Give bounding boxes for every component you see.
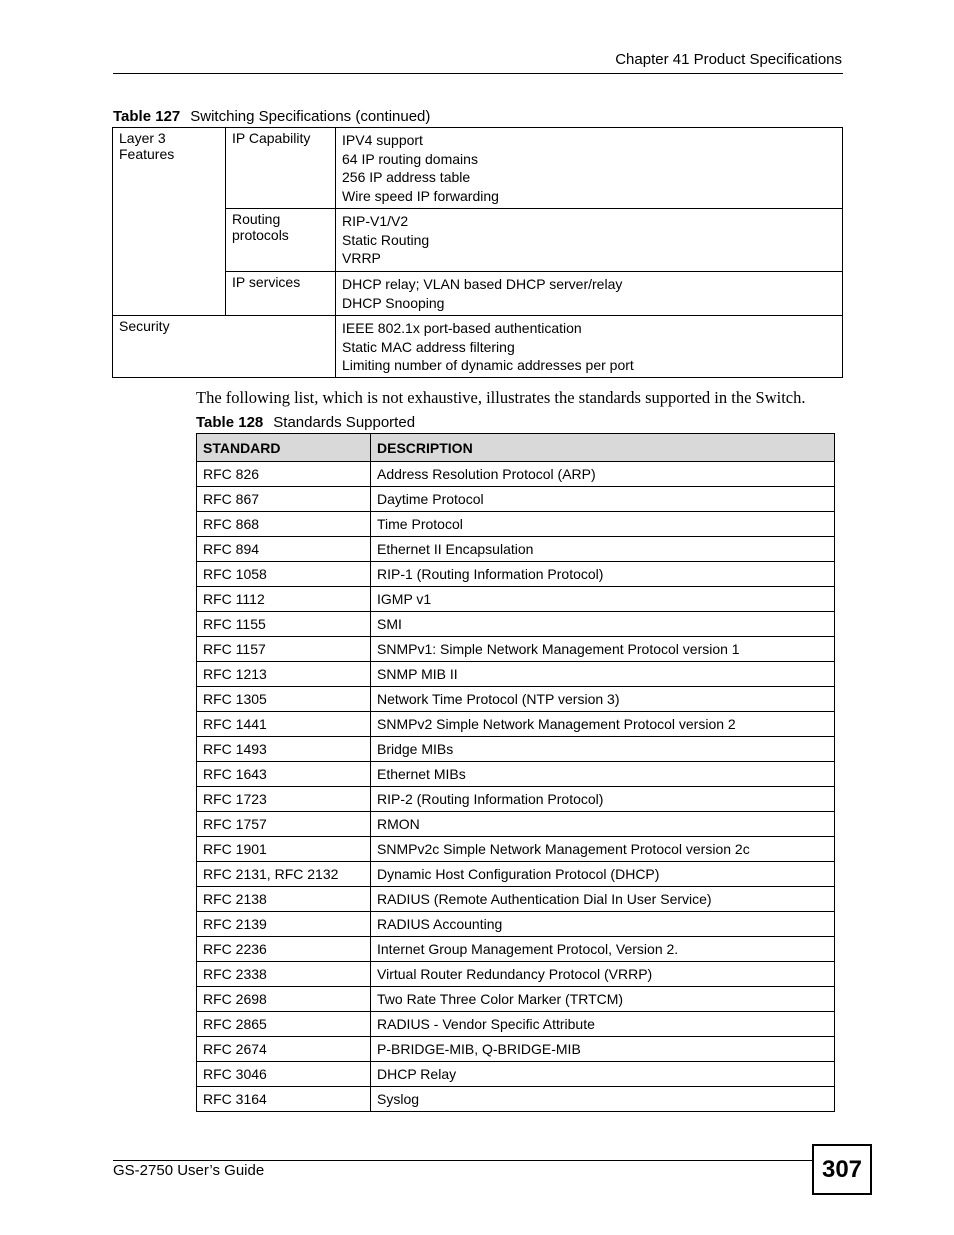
description-cell: Address Resolution Protocol (ARP) bbox=[371, 462, 835, 487]
description-cell: Ethernet II Encapsulation bbox=[371, 537, 835, 562]
feature-item: DHCP Snooping bbox=[342, 294, 445, 311]
column-header-description: DESCRIPTION bbox=[371, 434, 835, 462]
layer3-label-line: Layer 3 bbox=[119, 130, 166, 146]
footer-rule bbox=[113, 1160, 812, 1161]
security-label: Security bbox=[119, 318, 170, 334]
table-row bbox=[197, 562, 835, 587]
description-cell: RIP-2 (Routing Information Protocol) bbox=[371, 787, 835, 812]
table-128-caption bbox=[196, 414, 415, 431]
description-cell: RADIUS Accounting bbox=[371, 912, 835, 937]
standard-cell: RFC 1155 bbox=[197, 612, 371, 637]
table-128-caption-label: Table 128 bbox=[196, 414, 264, 431]
security-item: Static MAC address filtering bbox=[342, 338, 515, 355]
description-cell: DHCP Relay bbox=[371, 1062, 835, 1087]
description-cell: Dynamic Host Configuration Protocol (DHCP) bbox=[371, 862, 835, 887]
table-row bbox=[197, 812, 835, 837]
feature-cell bbox=[226, 128, 336, 209]
table-row bbox=[197, 912, 835, 937]
feature-item: Static Routing bbox=[342, 231, 430, 248]
standard-cell: RFC 1058 bbox=[197, 562, 371, 587]
description-cell: Virtual Router Redundancy Protocol (VRRP) bbox=[371, 962, 835, 987]
description-cell: SNMPv2 Simple Network Management Protocol version 2 bbox=[371, 712, 835, 737]
description-cell: Bridge MIBs bbox=[371, 737, 835, 762]
standard-cell: RFC 826 bbox=[197, 462, 371, 487]
standard-cell: RFC 2674 bbox=[197, 1037, 371, 1062]
table-127-caption-label: Table 127 bbox=[113, 108, 181, 125]
feature-cell bbox=[226, 209, 336, 272]
table-row bbox=[197, 612, 835, 637]
table-row bbox=[197, 512, 835, 537]
security-item: IEEE 802.1x port-based authentication bbox=[342, 320, 582, 336]
description-cell: Time Protocol bbox=[371, 512, 835, 537]
table-row bbox=[197, 787, 835, 812]
standard-cell: RFC 1901 bbox=[197, 837, 371, 862]
standard-cell: RFC 1441 bbox=[197, 712, 371, 737]
table-row bbox=[197, 487, 835, 512]
feature-item: DHCP relay; VLAN based DHCP server/relay bbox=[342, 276, 623, 292]
standard-cell: RFC 2236 bbox=[197, 937, 371, 962]
table-row bbox=[197, 762, 835, 787]
table-row bbox=[197, 537, 835, 562]
standards-table-body bbox=[197, 462, 835, 1112]
guide-title: GS-2750 User’s Guide bbox=[113, 1162, 265, 1179]
description-cell: IGMP v1 bbox=[371, 587, 835, 612]
table-127-caption-title: Switching Specifications (continued) bbox=[190, 108, 431, 125]
standard-cell: RFC 894 bbox=[197, 537, 371, 562]
standard-cell: RFC 1757 bbox=[197, 812, 371, 837]
table-row bbox=[197, 1062, 835, 1087]
table-row bbox=[197, 962, 835, 987]
description-cell: Two Rate Three Color Marker (TRTCM) bbox=[371, 987, 835, 1012]
description-cell: RADIUS - Vendor Specific Attribute bbox=[371, 1012, 835, 1037]
column-header-standard: STANDARD bbox=[197, 434, 371, 462]
table-row bbox=[197, 862, 835, 887]
standard-cell: RFC 1723 bbox=[197, 787, 371, 812]
standard-cell: RFC 1157 bbox=[197, 637, 371, 662]
table-row bbox=[197, 587, 835, 612]
table-header-row bbox=[197, 434, 835, 462]
standard-cell: RFC 1213 bbox=[197, 662, 371, 687]
chapter-title: Chapter 41 Product Specifications bbox=[615, 51, 842, 68]
description-cell: Ethernet MIBs bbox=[371, 762, 835, 787]
feature-item: 256 IP address table bbox=[342, 169, 471, 185]
feature-label: protocols bbox=[232, 226, 289, 243]
table-row bbox=[197, 987, 835, 1012]
standard-cell: RFC 2138 bbox=[197, 887, 371, 912]
security-items-cell bbox=[336, 316, 843, 378]
table-row bbox=[197, 1087, 835, 1112]
page-number: 307 bbox=[812, 1144, 872, 1195]
standard-cell: RFC 1112 bbox=[197, 587, 371, 612]
table-row bbox=[197, 887, 835, 912]
feature-label: Routing bbox=[232, 211, 281, 227]
description-cell: P-BRIDGE-MIB, Q-BRIDGE-MIB bbox=[371, 1037, 835, 1062]
table-row bbox=[197, 712, 835, 737]
description-cell: RMON bbox=[371, 812, 835, 837]
header-rule bbox=[113, 73, 843, 74]
table-row bbox=[197, 687, 835, 712]
feature-cell bbox=[226, 272, 336, 316]
table-row bbox=[197, 937, 835, 962]
feature-item: RIP-V1/V2 bbox=[342, 213, 409, 229]
intro-paragraph: The following list, which is not exhaustive, illustrates the standards supported in the Switch. bbox=[196, 388, 806, 407]
feature-items-cell bbox=[336, 209, 843, 272]
layer3-label-line: Features bbox=[119, 145, 175, 162]
description-cell: SNMPv2c Simple Network Management Protocol version 2c bbox=[371, 837, 835, 862]
table-row bbox=[197, 1012, 835, 1037]
standard-cell: RFC 2139 bbox=[197, 912, 371, 937]
table-row bbox=[197, 462, 835, 487]
description-cell: RIP-1 (Routing Information Protocol) bbox=[371, 562, 835, 587]
table-row bbox=[197, 837, 835, 862]
description-cell: SNMP MIB II bbox=[371, 662, 835, 687]
description-cell: Internet Group Management Protocol, Version 2. bbox=[371, 937, 835, 962]
standard-cell: RFC 2338 bbox=[197, 962, 371, 987]
table-row bbox=[113, 128, 843, 209]
standard-cell: RFC 1643 bbox=[197, 762, 371, 787]
description-cell: Daytime Protocol bbox=[371, 487, 835, 512]
switching-specifications-table bbox=[112, 127, 843, 378]
feature-item: IPV4 support bbox=[342, 132, 423, 148]
standard-cell: RFC 868 bbox=[197, 512, 371, 537]
standards-supported-table bbox=[196, 433, 835, 1112]
layer3-features-cell bbox=[113, 128, 226, 316]
description-cell: Syslog bbox=[371, 1087, 835, 1112]
feature-item: Wire speed IP forwarding bbox=[342, 187, 499, 204]
feature-item: 64 IP routing domains bbox=[342, 150, 478, 167]
description-cell: SMI bbox=[371, 612, 835, 637]
description-cell: RADIUS (Remote Authentication Dial In User Service) bbox=[371, 887, 835, 912]
standard-cell: RFC 867 bbox=[197, 487, 371, 512]
table-128-caption-title: Standards Supported bbox=[273, 414, 416, 431]
table-row bbox=[197, 1037, 835, 1062]
standard-cell: RFC 1493 bbox=[197, 737, 371, 762]
description-cell: SNMPv1: Simple Network Management Protocol version 1 bbox=[371, 637, 835, 662]
standard-cell: RFC 3164 bbox=[197, 1087, 371, 1112]
standard-cell: RFC 1305 bbox=[197, 687, 371, 712]
table-127-caption bbox=[113, 108, 430, 125]
feature-item: VRRP bbox=[342, 250, 381, 266]
feature-label: IP services bbox=[232, 274, 301, 290]
table-row bbox=[197, 637, 835, 662]
feature-items-cell bbox=[336, 128, 843, 209]
security-label-cell bbox=[113, 316, 336, 378]
table-row bbox=[197, 737, 835, 762]
feature-items-cell bbox=[336, 272, 843, 316]
feature-label: IP Capability bbox=[232, 130, 311, 146]
standard-cell: RFC 2131, RFC 2132 bbox=[197, 862, 371, 887]
standard-cell: RFC 3046 bbox=[197, 1062, 371, 1087]
description-cell: Network Time Protocol (NTP version 3) bbox=[371, 687, 835, 712]
table-row bbox=[113, 316, 843, 378]
table-row bbox=[197, 662, 835, 687]
standard-cell: RFC 2698 bbox=[197, 987, 371, 1012]
standard-cell: RFC 2865 bbox=[197, 1012, 371, 1037]
security-item: Limiting number of dynamic addresses per port bbox=[342, 357, 634, 373]
